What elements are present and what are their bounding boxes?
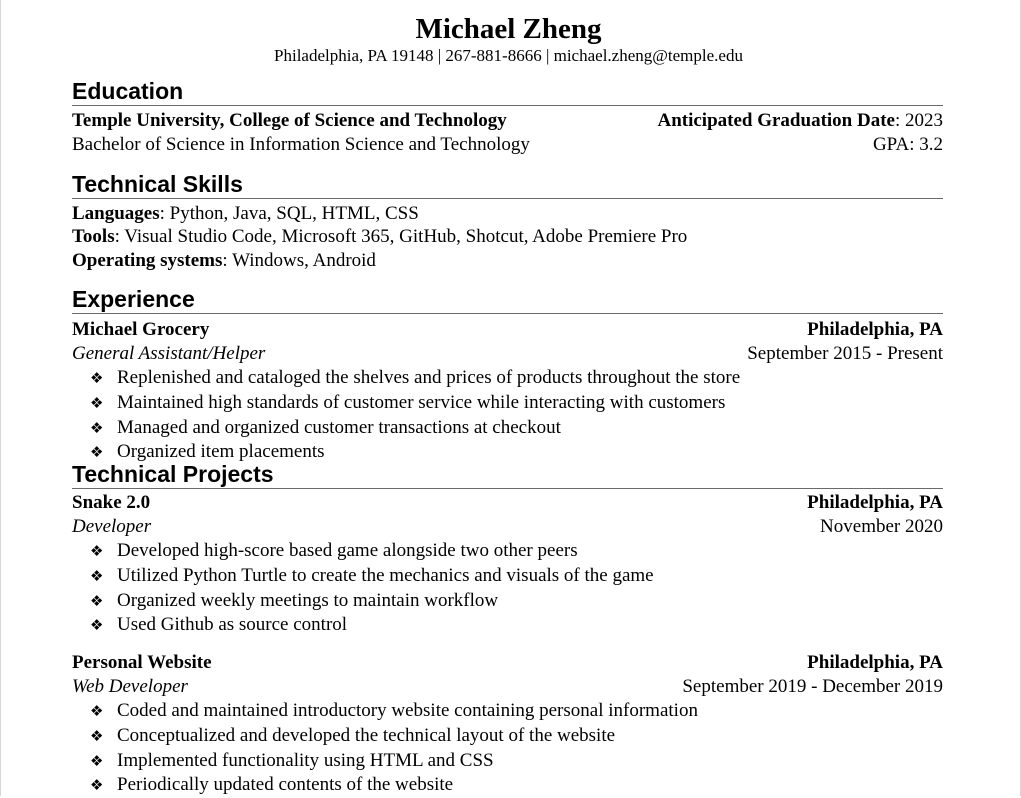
diamond-bullet-icon: ❖ bbox=[90, 393, 104, 412]
school-name: Temple University, College of Science and Technology bbox=[72, 110, 507, 131]
experience-row-org bbox=[72, 318, 943, 341]
project-role: Developer bbox=[72, 516, 152, 537]
skills-heading: Technical Skills bbox=[72, 171, 943, 199]
project-row-org bbox=[72, 651, 943, 674]
diamond-bullet-icon: ❖ bbox=[90, 702, 104, 720]
diamond-bullet-icon: ❖ bbox=[90, 616, 104, 635]
list-item: ❖ Maintained high standards of customer service while interacting with customers bbox=[90, 391, 740, 416]
project-row-role bbox=[72, 675, 943, 698]
skill-operating-systems bbox=[72, 249, 376, 272]
list-item: ❖ Periodically updated contents of the website bbox=[90, 773, 698, 798]
diamond-bullet-icon: ❖ bbox=[90, 542, 104, 560]
list-item: ❖ Implemented functionality using HTML and CSS bbox=[90, 749, 698, 774]
diamond-bullet-icon: ❖ bbox=[90, 751, 104, 770]
graduation-label: Anticipated Graduation Date bbox=[657, 110, 895, 131]
skill-value: : Visual Studio Code, Microsoft 365, GitHub, Shotcut, Adobe Premiere Pro bbox=[114, 226, 688, 247]
skill-label: Languages bbox=[72, 203, 160, 224]
project-bullets bbox=[90, 699, 698, 798]
skill-languages bbox=[72, 202, 419, 225]
diamond-bullet-icon: ❖ bbox=[90, 566, 104, 585]
project-location: Philadelphia, PA bbox=[807, 652, 943, 673]
candidate-name: Michael Zheng bbox=[415, 13, 602, 45]
skill-label: Operating systems bbox=[72, 250, 223, 271]
project-row-role bbox=[72, 515, 943, 538]
project-name: Snake 2.0 bbox=[72, 492, 151, 513]
diamond-bullet-icon: ❖ bbox=[90, 591, 104, 610]
job-dates: September 2015 - Present bbox=[747, 343, 943, 364]
diamond-bullet-icon: ❖ bbox=[90, 443, 104, 462]
experience-row-role bbox=[72, 342, 943, 365]
employer-location: Philadelphia, PA bbox=[807, 319, 943, 340]
list-item: ❖ Conceptualized and developed the technical layout of the website bbox=[90, 724, 698, 749]
education-heading: Education bbox=[72, 78, 943, 106]
employer-name: Michael Grocery bbox=[72, 319, 210, 340]
project-name: Personal Website bbox=[72, 652, 212, 673]
project-dates: November 2020 bbox=[820, 516, 943, 537]
gpa: GPA: 3.2 bbox=[872, 134, 943, 155]
list-item: ❖ Used Github as source control bbox=[90, 613, 654, 638]
list-item: ❖ Utilized Python Turtle to create the mechanics and visuals of the game bbox=[90, 564, 654, 589]
project-location: Philadelphia, PA bbox=[807, 492, 943, 513]
graduation-date bbox=[657, 109, 943, 132]
experience-heading: Experience bbox=[72, 286, 943, 314]
list-item: ❖ Organized item placements bbox=[90, 440, 740, 465]
projects-heading: Technical Projects bbox=[72, 461, 943, 489]
skill-tools bbox=[72, 225, 687, 248]
skill-label: Tools bbox=[72, 226, 115, 247]
list-item: ❖ Developed high-score based game alongside two other peers bbox=[90, 539, 654, 564]
page-left-edge bbox=[0, 0, 1, 796]
education-row-degree bbox=[72, 133, 943, 156]
contact-line: Philadelphia, PA 19148 | 267-881-8666 | michael.zheng@temple.edu bbox=[274, 46, 743, 65]
job-title: General Assistant/Helper bbox=[72, 343, 266, 364]
graduation-value: : 2023 bbox=[894, 110, 943, 131]
diamond-bullet-icon: ❖ bbox=[90, 369, 104, 387]
diamond-bullet-icon: ❖ bbox=[90, 776, 104, 795]
project-bullets bbox=[90, 539, 654, 638]
project-role: Web Developer bbox=[72, 676, 188, 697]
diamond-bullet-icon: ❖ bbox=[90, 726, 104, 745]
project-dates: September 2019 - December 2019 bbox=[682, 676, 943, 697]
diamond-bullet-icon: ❖ bbox=[90, 418, 104, 437]
degree: Bachelor of Science in Information Science and Technology bbox=[72, 134, 530, 155]
experience-bullets bbox=[90, 366, 740, 465]
list-item: ❖ Managed and organized customer transactions at checkout bbox=[90, 416, 740, 441]
list-item: ❖ Replenished and cataloged the shelves and prices of products throughout the store bbox=[90, 366, 740, 391]
list-item: ❖ Coded and maintained introductory website containing personal information bbox=[90, 699, 698, 724]
project-row-org bbox=[72, 491, 943, 514]
education-row-school bbox=[72, 109, 943, 132]
skill-value: : Windows, Android bbox=[222, 250, 376, 271]
list-item: ❖ Organized weekly meetings to maintain workflow bbox=[90, 589, 654, 614]
skill-value: : Python, Java, SQL, HTML, CSS bbox=[159, 203, 419, 224]
